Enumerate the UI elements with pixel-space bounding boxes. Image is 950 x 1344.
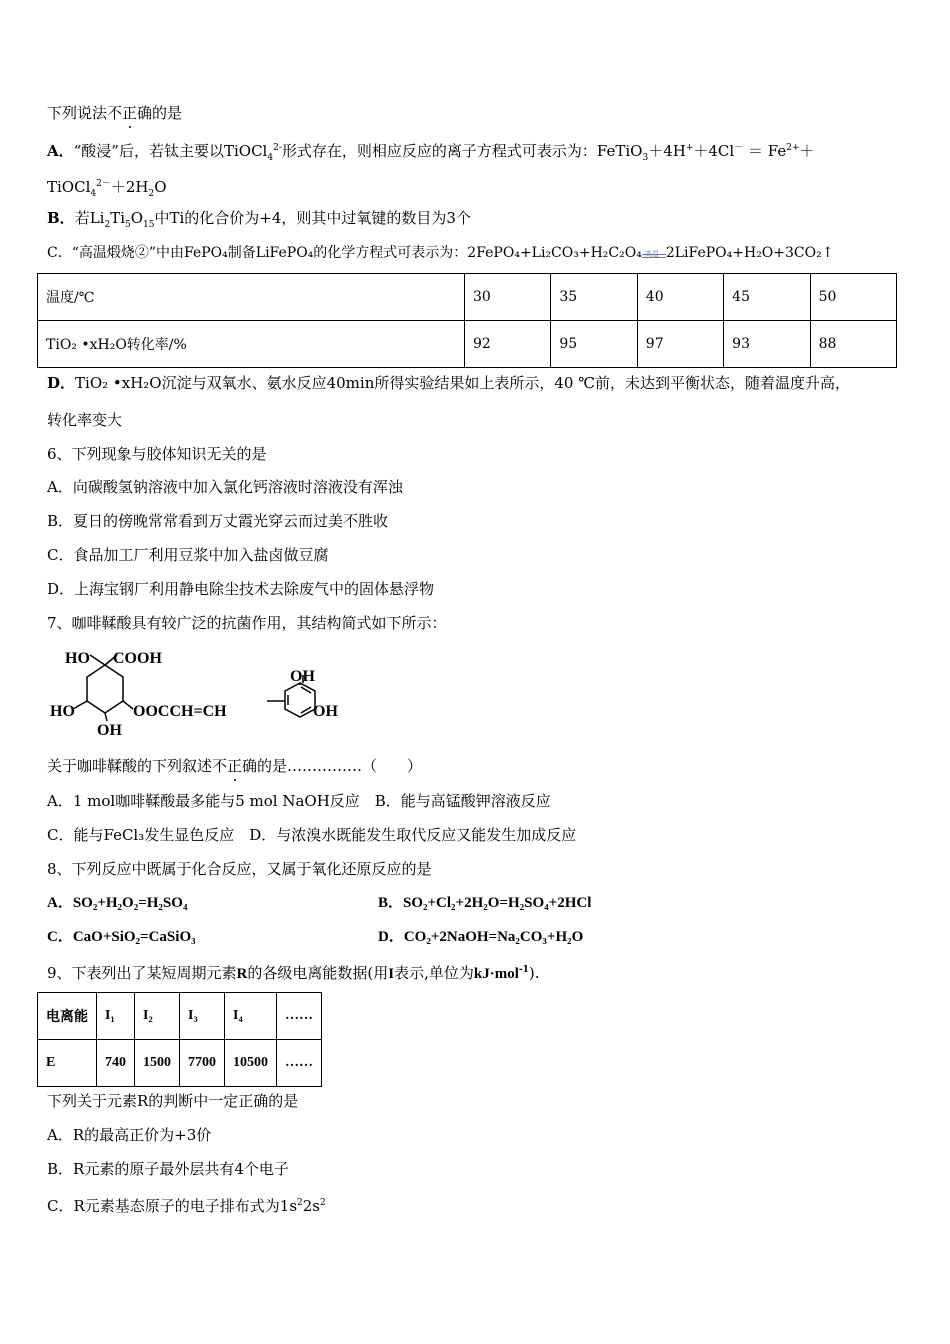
struct-ester: OOCCH=CH (133, 703, 227, 720)
q5-option-c: C．“高温煅烧②”中由FePO₄制备LiFePO₄的化学方程式可表示为：2FePO₄+Li₂CO₃+H₂C₂O₄ 高温 2LiFePO₄+H₂O+3CO₂↑ (47, 245, 834, 261)
q6-option-d: D．上海宝钢厂利用静电除尘技术去除废气中的固体悬浮物 (47, 580, 435, 598)
q9-option-a: A．R的最高正价为+3价 (47, 1126, 212, 1144)
q7-options-cd: C．能与FeCl₃发生显色反应 D．与浓溴水既能发生取代反应又能发生加成反应 (47, 826, 577, 844)
q8-option-b: B．SO₂+Cl₂+2H₂O=H₂SO₄+2HCl (378, 895, 592, 911)
table-row: 温度/℃ 30 35 40 45 50 (38, 274, 897, 321)
struct-cooh: COOH (113, 650, 162, 667)
struct-ho-left: HO (50, 703, 75, 720)
ionization-energy-table (37, 992, 322, 1087)
q5-option-a: A．“酸浸”后，若钛主要以TiOCl$_4^{2-}$形式存在，则相应反应的离子方程式可表示为：FeTiO$_3$＋4H+＋4Cl－ ＝ $Fe^{2+}+$ (47, 142, 815, 163)
q7-stem: 7、咖啡鞣酸具有较广泛的抗菌作用，其结构简式如下所示： (47, 614, 447, 632)
struct-ho-top: HO (65, 650, 90, 667)
q7-question: 关于咖啡鞣酸的下列叙述不正确的是……………（ ） (47, 757, 423, 775)
benzene-ring (285, 683, 315, 717)
q9-option-c: C．R元素基态原子的电子排布式为$1s^22s^2$ (47, 1197, 326, 1215)
reaction-condition: 高温 (642, 247, 666, 259)
struct-oh-ring-right: OH (313, 703, 338, 720)
q8-option-c: C．CaO+SiO₂=CaSiO₃ (47, 929, 196, 945)
q6-option-c: C．食品加工厂利用豆浆中加入盐卤做豆腐 (47, 546, 329, 564)
q9-stem: 9、下表列出了某短周期元素R的各级电离能数据(用I表示,单位为kJ·mol$^{-1}$). (47, 964, 540, 982)
temperature-table (37, 273, 897, 368)
emphasis-dots: 不正确 (212, 757, 258, 775)
emphasis-dots: 不正确 (107, 104, 153, 122)
q6-stem: 6、下列现象与胶体知识无关的是 (47, 445, 267, 463)
q5-option-a-cont: $TiOCl_4^{2-}+2H_2O$ (47, 178, 167, 199)
cyclohexane-ring (87, 665, 123, 713)
q8-option-d: D．CO₂+2NaOH=Na₂CO₃+H₂O (378, 929, 584, 945)
q5-stem: 下列说法不正确的是 (47, 104, 183, 122)
q5-option-b: B．若$Li_2Ti_5O_{15}$中Ti的化合价为+4，则其中过氧键的数目为3个 (47, 209, 471, 230)
chlorogenic-acid-structure (45, 643, 355, 743)
struct-oh-bottom: OH (97, 722, 122, 739)
q9-option-b: B．R元素的原子最外层共有4个电子 (47, 1160, 289, 1178)
q7-options-ab: A．1 mol咖啡鞣酸最多能与5 mol NaOH反应 B．能与高锰酸钾溶液反应 (47, 792, 551, 810)
q8-option-a: A．SO₂+H₂O₂=H₂SO₄ (47, 895, 188, 911)
table-row: 电离能 I₁ I₂ I₃ I₄ …… (38, 993, 322, 1040)
q6-option-a: A．向碳酸氢钠溶液中加入氯化钙溶液时溶液没有浑浊 (47, 478, 403, 496)
q5-option-d-cont: 转化率变大 (47, 411, 123, 429)
q5-option-d: D．TiO₂ •xH₂O沉淀与双氧水、氨水反应40min所得实验结果如上表所示，40 ℃前，未达到平衡状态，随着温度升高， (47, 374, 851, 392)
q6-option-b: B．夏日的傍晚常常看到万丈霞光穿云而过美不胜收 (47, 512, 389, 530)
q8-stem: 8、下列反应中既属于化合反应，又属于氧化还原反应的是 (47, 860, 432, 878)
q9-question: 下列关于元素R的判断中一定正确的是 (47, 1092, 299, 1110)
table-row: TiO₂ •xH₂O转化率/% 92 95 97 93 88 (38, 321, 897, 368)
table-row: E 740 1500 7700 10500 …… (38, 1040, 322, 1087)
struct-oh-ring-top: OH (290, 668, 315, 685)
